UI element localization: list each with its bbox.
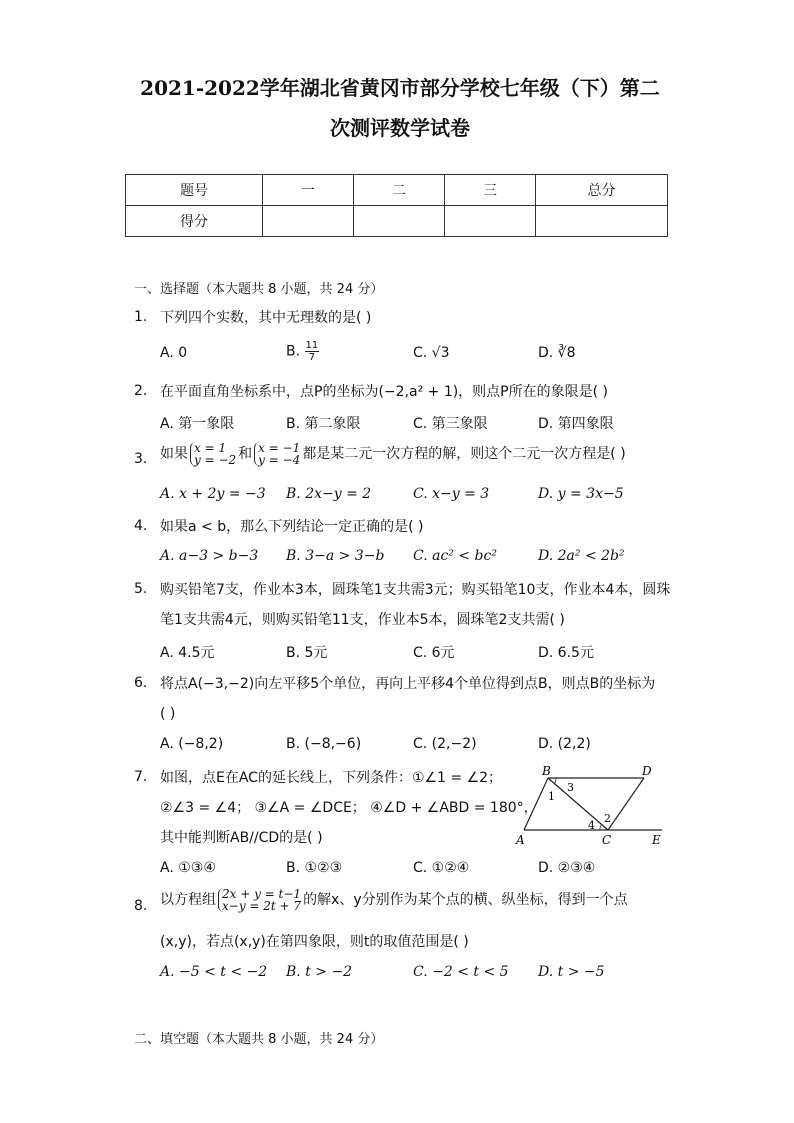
option-d: D. 第四象限 — [538, 416, 614, 432]
exam-title-line1: 2021-2022学年湖北省黄冈市部分学校七年级（下）第二 — [140, 76, 660, 100]
option-a: A. x + 2y = −3 — [160, 486, 266, 502]
equation: x = −1 — [258, 441, 301, 455]
option-c: C. x−y = 3 — [413, 486, 490, 502]
label-angle-2: 2 — [604, 812, 611, 825]
option-b: B. 5元 — [286, 645, 328, 661]
score-cell: 得分 — [126, 206, 263, 237]
option-c: C. √3 — [413, 345, 450, 361]
question-text — [160, 442, 626, 466]
option-c: C. (2,−2) — [413, 736, 477, 752]
question-number: 1. — [134, 309, 148, 325]
equation-system — [254, 442, 300, 466]
option-c: C. 6元 — [413, 645, 455, 661]
fraction — [305, 340, 320, 363]
option-d: D. ②③④ — [538, 860, 596, 876]
score-cell — [263, 206, 354, 237]
question-text: 笔1支共需4元，则购买铅笔11支，作业本5本，圆珠笔2支共需( ) — [160, 612, 565, 628]
option-b: B. (−8,−6) — [286, 736, 362, 752]
question-text: 购买铅笔7支，作业本3本，圆珠笔1支共需3元；购买铅笔10支，作业本4本，圆珠 — [160, 582, 671, 598]
option-b: B. 2x−y = 2 — [286, 486, 372, 502]
question-number: 6. — [134, 675, 148, 691]
option-d: D. 2a² < 2b² — [538, 548, 625, 564]
equation: y = −2 — [194, 453, 237, 467]
segment-cd — [608, 778, 644, 830]
option-b: B. 3−a > 3−b — [286, 548, 385, 564]
score-cell: 一 — [263, 175, 354, 206]
equation: 2x + y = t−1 — [222, 887, 302, 901]
fraction-denominator: 7 — [308, 352, 316, 363]
fraction-numerator: 11 — [305, 340, 319, 351]
label-c: C — [602, 833, 612, 847]
option-d: D. t > −5 — [538, 964, 605, 980]
question-text: (x,y)，若点(x,y)在第四象限，则t的取值范围是( ) — [160, 934, 469, 950]
score-table-header-row — [126, 175, 668, 206]
label-b: B — [542, 764, 551, 778]
geometry-figure — [512, 762, 672, 848]
option-a: A. 第一象限 — [160, 416, 235, 432]
question-text: 下列四个实数，其中无理数的是( ) — [160, 310, 372, 326]
option-a: A. ①③④ — [160, 860, 216, 876]
label-angle-4: 4 — [588, 819, 595, 832]
equation-system — [218, 888, 301, 912]
question-text: ( ) — [160, 706, 176, 722]
option-d: D. ∛8 — [538, 345, 576, 361]
text-fragment: 的解x、y分别作为某个点的横、纵坐标，得到一个点 — [303, 892, 628, 908]
option-a: A. 0 — [160, 345, 188, 361]
section-heading-choice: 一、选择题（本大题共 8 小题，共 24 分） — [134, 282, 384, 297]
option-c: C. −2 < t < 5 — [413, 964, 509, 980]
question-text: 在平面直角坐标系中，点P的坐标为(−2,a² + 1)，则点P所在的象限是( ) — [160, 384, 608, 400]
option-a: A. −5 < t < −2 — [160, 964, 268, 980]
score-cell — [354, 206, 445, 237]
score-cell — [536, 206, 668, 237]
equation: x = 1 — [194, 441, 227, 455]
score-cell: 三 — [445, 175, 536, 206]
option-c: C. 第三象限 — [413, 416, 488, 432]
option-d: D. y = 3x−5 — [538, 486, 624, 502]
option-d: D. 6.5元 — [538, 645, 594, 661]
score-cell: 题号 — [126, 175, 263, 206]
question-number: 5. — [134, 581, 148, 597]
angle-arc — [600, 824, 602, 830]
equation: y = −4 — [258, 453, 301, 467]
section-heading-fill: 二、填空题（本大题共 8 小题，共 24 分） — [134, 1032, 384, 1047]
question-text: ②∠3 = ∠4； ③∠A = ∠DCE； ④∠D + ∠ABD = 180°， — [160, 800, 538, 816]
question-text — [160, 888, 628, 912]
text-fragment: 如果 — [160, 446, 188, 462]
score-table — [125, 174, 668, 237]
question-number: 8. — [134, 898, 148, 914]
text-fragment: 都是某二元一次方程的解，则这个二元一次方程是( ) — [302, 446, 626, 462]
score-cell: 二 — [354, 175, 445, 206]
label-angle-3: 3 — [567, 781, 574, 794]
option-a: A. 4.5元 — [160, 645, 215, 661]
option-a: A. a−3 > b−3 — [160, 548, 259, 564]
text-fragment: 以方程组 — [160, 892, 216, 908]
exam-title-line2: 次测评数学试卷 — [330, 116, 470, 140]
label-angle-1: 1 — [548, 790, 555, 803]
option-c: C. ac² < bc² — [413, 548, 497, 564]
segment-bc — [548, 778, 608, 830]
option-a: A. (−8,2) — [160, 736, 224, 752]
label-e: E — [652, 833, 661, 847]
option-b: B. ①②③ — [286, 860, 343, 876]
question-text: 如图，点E在AC的延长线上，下列条件：①∠1 = ∠2； — [160, 770, 503, 786]
question-number: 2. — [134, 383, 148, 399]
question-text: 将点A(−3,−2)向左平移5个单位，再向上平移4个单位得到点B，则点B的坐标为 — [160, 676, 656, 692]
question-number: 3. — [134, 451, 148, 467]
label-d: D — [642, 764, 652, 778]
question-number: 7. — [134, 769, 148, 785]
segment-ab — [524, 778, 548, 830]
option-c: C. ①②④ — [413, 860, 470, 876]
question-text: 如果a < b，那么下列结论一定正确的是( ) — [160, 519, 424, 535]
option-d: D. (2,2) — [538, 736, 591, 752]
option-b — [286, 340, 319, 363]
label-a: A — [516, 833, 525, 847]
angle-arc — [554, 778, 556, 784]
option-label: B. — [286, 343, 301, 360]
equation-system — [190, 442, 236, 466]
question-number: 4. — [134, 518, 148, 534]
text-fragment: 和 — [238, 446, 253, 462]
option-b: B. 第二象限 — [286, 416, 361, 432]
equation: x−y = 2t + 7 — [222, 899, 302, 913]
score-table-score-row — [126, 206, 668, 237]
score-cell: 总分 — [536, 175, 668, 206]
score-cell — [445, 206, 536, 237]
question-text: 其中能判断AB//CD的是( ) — [160, 830, 323, 846]
option-b: B. t > −2 — [286, 964, 353, 980]
